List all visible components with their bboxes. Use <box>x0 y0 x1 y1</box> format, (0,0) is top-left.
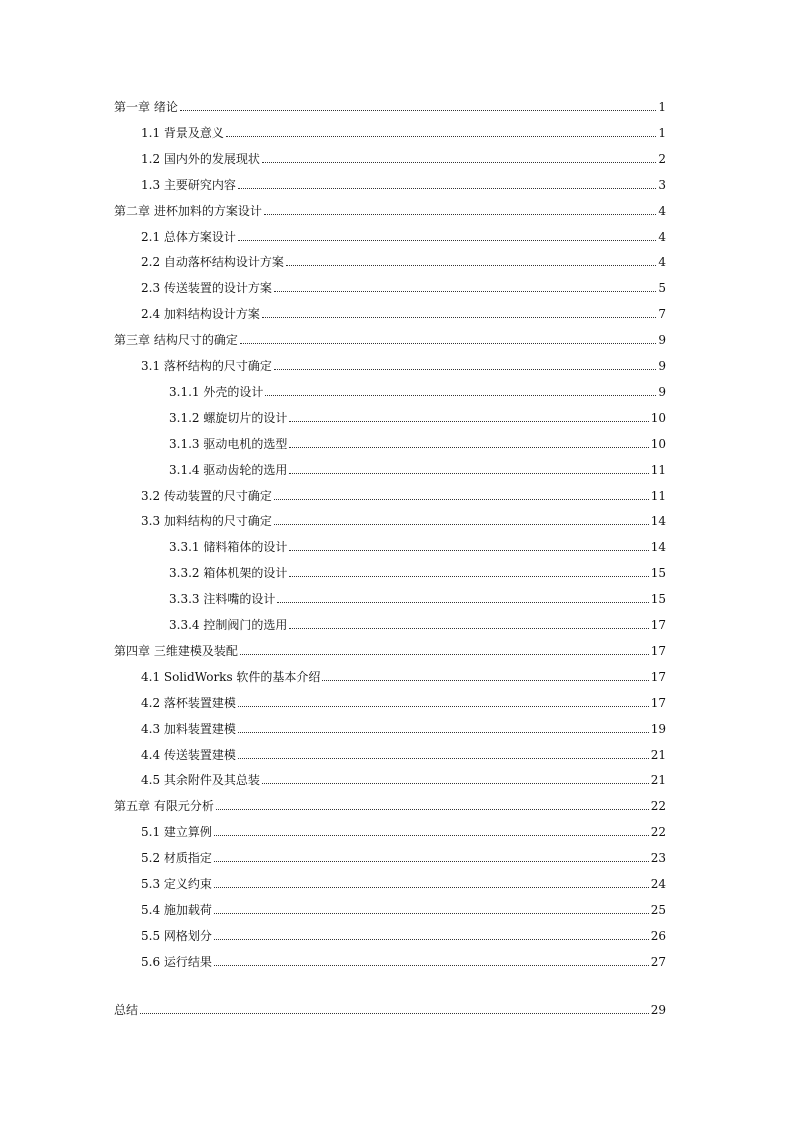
toc-entry-line <box>141 692 666 712</box>
toc-entry-title: 3.3.3 注料嘴的设计 <box>169 592 276 607</box>
toc-entry-title: 5.6 运行结果 <box>141 954 212 969</box>
toc-entry-line <box>169 562 666 582</box>
toc-entry[interactable] <box>0 873 793 893</box>
toc-dot-leader <box>274 291 656 292</box>
toc-dot-leader <box>238 706 649 707</box>
toc-entry[interactable] <box>0 951 793 971</box>
toc-entry[interactable] <box>0 536 793 556</box>
toc-entry-title: 3.1 落杯结构的尺寸确定 <box>141 359 272 373</box>
toc-page-number: 10 <box>650 410 666 425</box>
toc-entry-line <box>141 769 666 789</box>
toc-dot-leader <box>140 1013 649 1014</box>
toc-dot-leader <box>262 783 649 784</box>
toc-dot-leader <box>240 654 649 655</box>
toc-entry[interactable] <box>0 174 793 194</box>
toc-entry-title: 3.2 传动装置的尺寸确定 <box>141 488 272 503</box>
toc-entry[interactable] <box>0 200 793 220</box>
toc-entry[interactable] <box>0 925 793 945</box>
toc-page-number: 10 <box>650 436 666 451</box>
toc-entry[interactable] <box>0 226 793 246</box>
toc-entry-title: 3.1.1 外壳的设计 <box>169 384 264 399</box>
toc-entry[interactable] <box>0 588 793 608</box>
toc-dot-leader <box>240 343 657 344</box>
toc-dot-leader <box>262 317 656 318</box>
toc-entry-title: 4.2 落杯装置建模 <box>141 695 236 710</box>
toc-entry-line <box>169 614 666 634</box>
toc-entry-title: 第三章 结构尺寸的确定 <box>114 333 238 348</box>
toc-entry-line <box>141 847 666 867</box>
toc-entry-title: 5.4 施加载荷 <box>141 902 212 917</box>
toc-entry[interactable] <box>0 485 793 505</box>
toc-page-number: 23 <box>650 851 666 866</box>
toc-page-number: 9 <box>658 359 666 373</box>
toc-page-number: 26 <box>650 928 666 943</box>
toc-entry-line <box>141 485 666 505</box>
toc-entry-line <box>141 744 666 764</box>
toc-dot-leader <box>226 136 656 137</box>
toc-entry-title: 3.3.2 箱体机架的设计 <box>169 566 288 581</box>
toc-dot-leader <box>262 162 656 163</box>
toc-entry-line <box>141 899 666 919</box>
toc-entry-line <box>141 122 666 142</box>
toc-entry[interactable] <box>0 692 793 712</box>
toc-page-number: 21 <box>650 773 666 788</box>
toc-page-number: 11 <box>650 488 666 503</box>
toc-entry[interactable] <box>0 381 793 401</box>
toc-dot-leader <box>274 499 649 500</box>
toc-dot-leader <box>286 265 656 266</box>
toc-dot-leader <box>289 576 648 577</box>
toc-page-number: 19 <box>650 721 666 736</box>
toc-dot-leader <box>214 913 649 914</box>
toc-entry[interactable] <box>0 821 793 841</box>
toc-dot-leader <box>289 421 648 422</box>
toc-page-number: 17 <box>650 669 666 684</box>
toc-entry-line <box>169 459 666 479</box>
toc-entry[interactable] <box>0 407 793 427</box>
toc-entry[interactable] <box>0 718 793 738</box>
toc-dot-leader <box>274 524 649 525</box>
toc-entry[interactable] <box>0 277 793 297</box>
toc-page-number: 17 <box>650 695 666 710</box>
toc-entry-line <box>114 795 666 815</box>
toc-entry-title: 2.4 加料结构设计方案 <box>141 307 260 322</box>
toc-entry[interactable] <box>0 899 793 919</box>
toc-entry-title: 3.3.4 控制阀门的选用 <box>169 618 288 632</box>
toc-dot-leader <box>277 602 648 603</box>
toc-page-number: 9 <box>658 384 666 399</box>
toc-entry[interactable] <box>0 999 793 1019</box>
toc-entry-line <box>141 718 666 738</box>
toc-dot-leader <box>289 473 648 474</box>
toc-page-number: 2 <box>658 151 666 166</box>
toc-entry-line <box>114 96 666 116</box>
toc-entry-line <box>141 148 666 168</box>
toc-entry[interactable] <box>0 769 793 789</box>
toc-entry-line <box>141 303 666 323</box>
toc-page-number: 14 <box>650 514 666 529</box>
toc-page-number: 29 <box>650 1002 666 1017</box>
toc-entry-title: 3.3.1 储料箱体的设计 <box>169 540 288 555</box>
toc-entry-line <box>169 407 666 427</box>
toc-dot-leader <box>238 240 656 241</box>
toc-entry-title: 5.2 材质指定 <box>141 851 212 866</box>
toc-entry-title: 5.1 建立算例 <box>141 825 212 840</box>
toc-entry[interactable] <box>0 329 793 349</box>
toc-page-number: 7 <box>658 307 666 322</box>
toc-dot-leader <box>214 887 649 888</box>
toc-dot-leader <box>238 758 649 759</box>
toc-entry-title: 4.4 传送装置建模 <box>141 747 236 762</box>
toc-entry-line <box>141 226 666 246</box>
toc-page-number: 25 <box>650 902 666 917</box>
toc-entry-title: 第二章 进杯加料的方案设计 <box>114 203 262 218</box>
toc-entry-line <box>141 174 666 194</box>
toc-entry[interactable] <box>0 148 793 168</box>
toc-entry-title: 4.5 其余附件及其总装 <box>141 773 260 788</box>
toc-entry-line <box>169 433 666 453</box>
toc-dot-leader <box>180 110 657 111</box>
toc-entry-title: 5.5 网格划分 <box>141 928 212 943</box>
toc-entry-line <box>141 251 666 271</box>
toc-entry-title: 1.1 背景及意义 <box>141 125 224 140</box>
toc-entry-line <box>141 951 666 971</box>
toc-entry-title: 总结 <box>114 1002 139 1017</box>
toc-entry[interactable] <box>0 640 793 660</box>
toc-dot-leader <box>289 550 648 551</box>
toc-entry[interactable] <box>0 510 793 530</box>
toc-entry-title: 第一章 绪论 <box>114 100 178 114</box>
toc-dot-leader <box>289 628 648 629</box>
toc-entry-title: 3.1.4 驱动齿轮的选用 <box>169 462 288 477</box>
toc-entry-title: 5.3 定义约束 <box>141 877 212 891</box>
toc-entry-line <box>141 510 666 530</box>
toc-entry-title: 1.3 主要研究内容 <box>141 177 236 192</box>
toc-entry-line <box>114 200 666 220</box>
toc-dot-leader <box>289 447 648 448</box>
toc-page-number: 3 <box>658 177 666 192</box>
toc-entry-line <box>169 536 666 556</box>
toc-entry-line <box>141 355 666 375</box>
toc-entry-line <box>141 666 666 686</box>
toc-entry[interactable] <box>0 666 793 686</box>
toc-page-number: 9 <box>658 333 666 348</box>
toc-page-number: 4 <box>658 255 666 270</box>
toc-dot-leader <box>214 939 649 940</box>
toc-dot-leader <box>238 732 649 733</box>
toc-entry-title: 1.2 国内外的发展现状 <box>141 151 260 166</box>
toc-entry-line <box>141 925 666 945</box>
toc-dot-leader <box>214 835 649 836</box>
toc-entry[interactable] <box>0 614 793 634</box>
toc-page-number: 22 <box>650 799 666 814</box>
toc-page-number: 17 <box>650 618 666 632</box>
toc-entry[interactable] <box>0 433 793 453</box>
toc-page-number: 17 <box>650 643 666 658</box>
toc-page-number: 15 <box>650 566 666 581</box>
toc-entry-line <box>169 381 666 401</box>
toc-entry[interactable] <box>0 96 793 116</box>
toc-entry-line <box>114 999 666 1019</box>
toc-page-number: 4 <box>658 203 666 218</box>
toc-dot-leader <box>322 680 648 681</box>
toc-dot-leader <box>214 861 649 862</box>
toc-dot-leader <box>265 395 656 396</box>
toc-entry-title: 4.3 加料装置建模 <box>141 721 236 736</box>
toc-entry-line <box>141 277 666 297</box>
toc-entry-line <box>169 588 666 608</box>
toc-entry-line <box>141 873 666 893</box>
toc-entry[interactable] <box>0 795 793 815</box>
toc-entry[interactable] <box>0 251 793 271</box>
toc-page-number: 21 <box>650 747 666 762</box>
toc-entry-line <box>114 640 666 660</box>
toc-entry-title: 3.1.3 驱动电机的选型 <box>169 436 288 451</box>
toc-dot-leader <box>274 369 656 370</box>
toc-entry-title: 2.3 传送装置的设计方案 <box>141 281 272 296</box>
toc-entry[interactable] <box>0 562 793 582</box>
toc-entry[interactable] <box>0 459 793 479</box>
toc-entry-title: 第五章 有限元分析 <box>114 799 214 814</box>
toc-page-number: 22 <box>650 825 666 840</box>
toc-entry-title: 2.1 总体方案设计 <box>141 229 236 244</box>
toc-page-number: 1 <box>658 100 666 114</box>
toc-dot-leader <box>264 214 657 215</box>
toc-entry-title: 3.1.2 螺旋切片的设计 <box>169 410 288 425</box>
toc-page-number: 24 <box>650 877 666 891</box>
toc-entry-title: 第四章 三维建模及装配 <box>114 643 238 658</box>
toc-dot-leader <box>238 188 656 189</box>
toc-entry-title: 2.2 自动落杯结构设计方案 <box>141 255 284 270</box>
toc-entry-title: 4.1 SolidWorks 软件的基本介绍 <box>141 669 321 684</box>
toc-page-number: 11 <box>650 462 666 477</box>
toc-entry[interactable] <box>0 122 793 142</box>
toc-entry[interactable] <box>0 744 793 764</box>
toc-dot-leader <box>216 809 649 810</box>
toc-page-number: 5 <box>658 281 666 296</box>
toc-entry-line <box>114 329 666 349</box>
toc-entry[interactable] <box>0 847 793 867</box>
toc-dot-leader <box>214 965 649 966</box>
toc-entry[interactable] <box>0 303 793 323</box>
toc-page-number: 4 <box>658 229 666 244</box>
toc-entry[interactable] <box>0 355 793 375</box>
toc-entry-title: 3.3 加料结构的尺寸确定 <box>141 514 272 529</box>
toc-page-number: 27 <box>650 954 666 969</box>
toc-page-number: 15 <box>650 592 666 607</box>
toc-entry-line <box>141 821 666 841</box>
toc-page-number: 14 <box>650 540 666 555</box>
toc-page-number: 1 <box>658 125 666 140</box>
